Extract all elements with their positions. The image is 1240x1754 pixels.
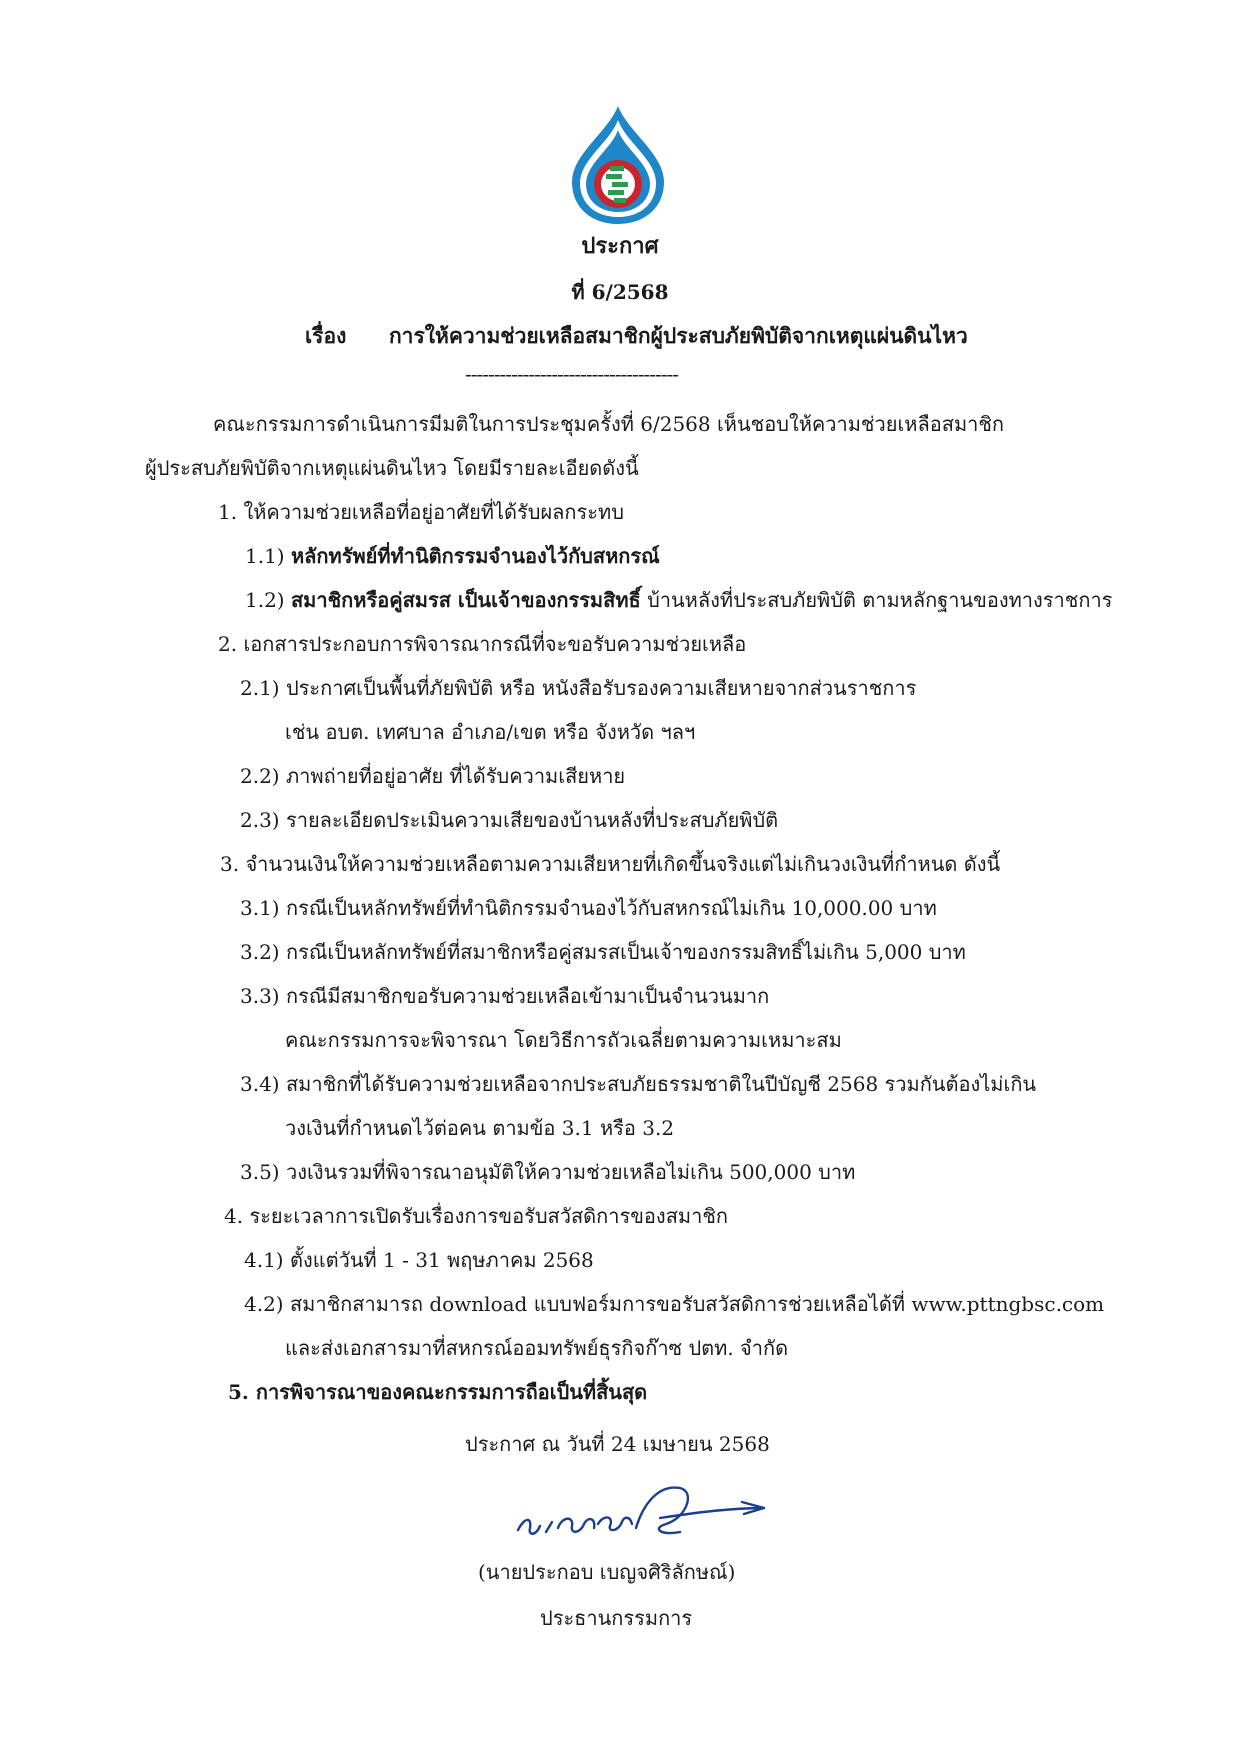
doc-title: ประกาศ bbox=[581, 233, 659, 259]
section-1-item-1 bbox=[245, 540, 660, 572]
section-4-item-1: 4.1) ตั้งแต่วันที่ 1 - 31 พฤษภาคม 2568 bbox=[244, 1248, 594, 1272]
signature-image bbox=[510, 1478, 772, 1548]
subject-line bbox=[305, 320, 968, 353]
section-2-item-1-cont: เช่น อบต. เทศบาล อำเภอ/เขต หรือ จังหวัด ฯลฯ bbox=[285, 720, 696, 744]
doc-number: ที่ 6/2568 bbox=[571, 280, 669, 304]
item-number: 1.1) bbox=[245, 544, 285, 568]
header-divider: ------------------------------------- bbox=[465, 362, 679, 386]
subject-label: เรื่อง bbox=[305, 323, 347, 348]
item-bold-text: หลักทรัพย์ที่ทำนิติกรรมจำนองไว้กับสหกรณ์ bbox=[290, 544, 660, 568]
item-text: บ้านหลังที่ประสบภัยพิบัติ ตามหลักฐานของทางราชการ bbox=[640, 588, 1113, 612]
section-4-item-2-cont: และส่งเอกสารมาที่สหกรณ์ออมทรัพย์ธุรกิจก๊าซ ปตท. จำกัด bbox=[285, 1336, 789, 1360]
section-5-heading: 5. การพิจารณาของคณะกรรมการถือเป็นที่สิ้นสุด bbox=[228, 1380, 648, 1404]
section-1-item-2 bbox=[245, 584, 1112, 616]
cooperative-logo-icon bbox=[566, 104, 670, 226]
section-4-item-2: 4.2) สมาชิกสามารถ download แบบฟอร์มการขอรับสวัสดิการช่วยเหลือได้ที่ www.pttngbsc.com bbox=[244, 1292, 1105, 1316]
section-2-heading: 2. เอกสารประกอบการพิจารณากรณีที่จะขอรับความช่วยเหลือ bbox=[218, 632, 747, 656]
section-1-heading: 1. ให้ความช่วยเหลือที่อยู่อาศัยที่ได้รับผลกระทบ bbox=[218, 500, 624, 524]
item-bold-text: สมาชิกหรือคู่สมรส เป็นเจ้าของกรรมสิทธิ์ bbox=[290, 588, 641, 612]
section-3-heading: 3. จำนวนเงินให้ความช่วยเหลือตามความเสียหายที่เกิดขึ้นจริงแต่ไม่เกินวงเงินที่กำหนด ดังนี้ bbox=[220, 852, 1001, 876]
section-3-item-4: 3.4) สมาชิกที่ได้รับความช่วยเหลือจากประสบภัยธรรมชาติในปีบัญชี 2568 รวมกันต้องไม่เกิน bbox=[240, 1072, 1037, 1096]
signer-name: (นายประกอบ เบญจศิริลักษณ์) bbox=[478, 1560, 736, 1584]
announcement-date: ประกาศ ณ วันที่ 24 เมษายน 2568 bbox=[465, 1432, 770, 1456]
section-3-item-4-cont: วงเงินที่กำหนดไว้ต่อคน ตามข้อ 3.1 หรือ 3.2 bbox=[285, 1116, 675, 1140]
section-2-item-2: 2.2) ภาพถ่ายที่อยู่อาศัย ที่ได้รับความเสียหาย bbox=[240, 764, 626, 788]
section-3-item-3: 3.3) กรณีมีสมาชิกขอรับความช่วยเหลือเข้ามาเป็นจำนวนมาก bbox=[240, 984, 770, 1008]
intro-line-1: คณะกรรมการดำเนินการมีมติในการประชุมครั้งที่ 6/2568 เห็นชอบให้ความช่วยเหลือสมาชิก bbox=[213, 412, 1005, 436]
subject-text: การให้ความช่วยเหลือสมาชิกผู้ประสบภัยพิบัติจากเหตุแผ่นดินไหว bbox=[388, 323, 968, 348]
item-number: 1.2) bbox=[245, 588, 285, 612]
section-2-item-3: 2.3) รายละเอียดประเมินความเสียของบ้านหลังที่ประสบภัยพิบัติ bbox=[240, 808, 779, 832]
section-2-item-1: 2.1) ประกาศเป็นพื้นที่ภัยพิบัติ หรือ หนังสือรับรองความเสียหายจากส่วนราชการ bbox=[240, 676, 917, 700]
signer-position: ประธานกรรมการ bbox=[540, 1606, 693, 1630]
section-3-item-3-cont: คณะกรรมการจะพิจารณา โดยวิธีการถัวเฉลี่ยตามความเหมาะสม bbox=[285, 1028, 842, 1052]
section-3-item-2: 3.2) กรณีเป็นหลักทรัพย์ที่สมาชิกหรือคู่สมรสเป็นเจ้าของกรรมสิทธิ์ไม่เกิน 5,000 บาท bbox=[240, 940, 966, 964]
section-3-item-1: 3.1) กรณีเป็นหลักทรัพย์ที่ทำนิติกรรมจำนองไว้กับสหกรณ์ไม่เกิน 10,000.00 บาท bbox=[240, 896, 937, 920]
intro-line-2: ผู้ประสบภัยพิบัติจากเหตุแผ่นดินไหว โดยมีรายละเอียดดังนี้ bbox=[145, 456, 639, 480]
section-4-heading: 4. ระยะเวลาการเปิดรับเรื่องการขอรับสวัสดิการของสมาชิก bbox=[224, 1204, 729, 1228]
section-3-item-5: 3.5) วงเงินรวมที่พิจารณาอนุมัติให้ความช่วยเหลือไม่เกิน 500,000 บาท bbox=[240, 1160, 856, 1184]
